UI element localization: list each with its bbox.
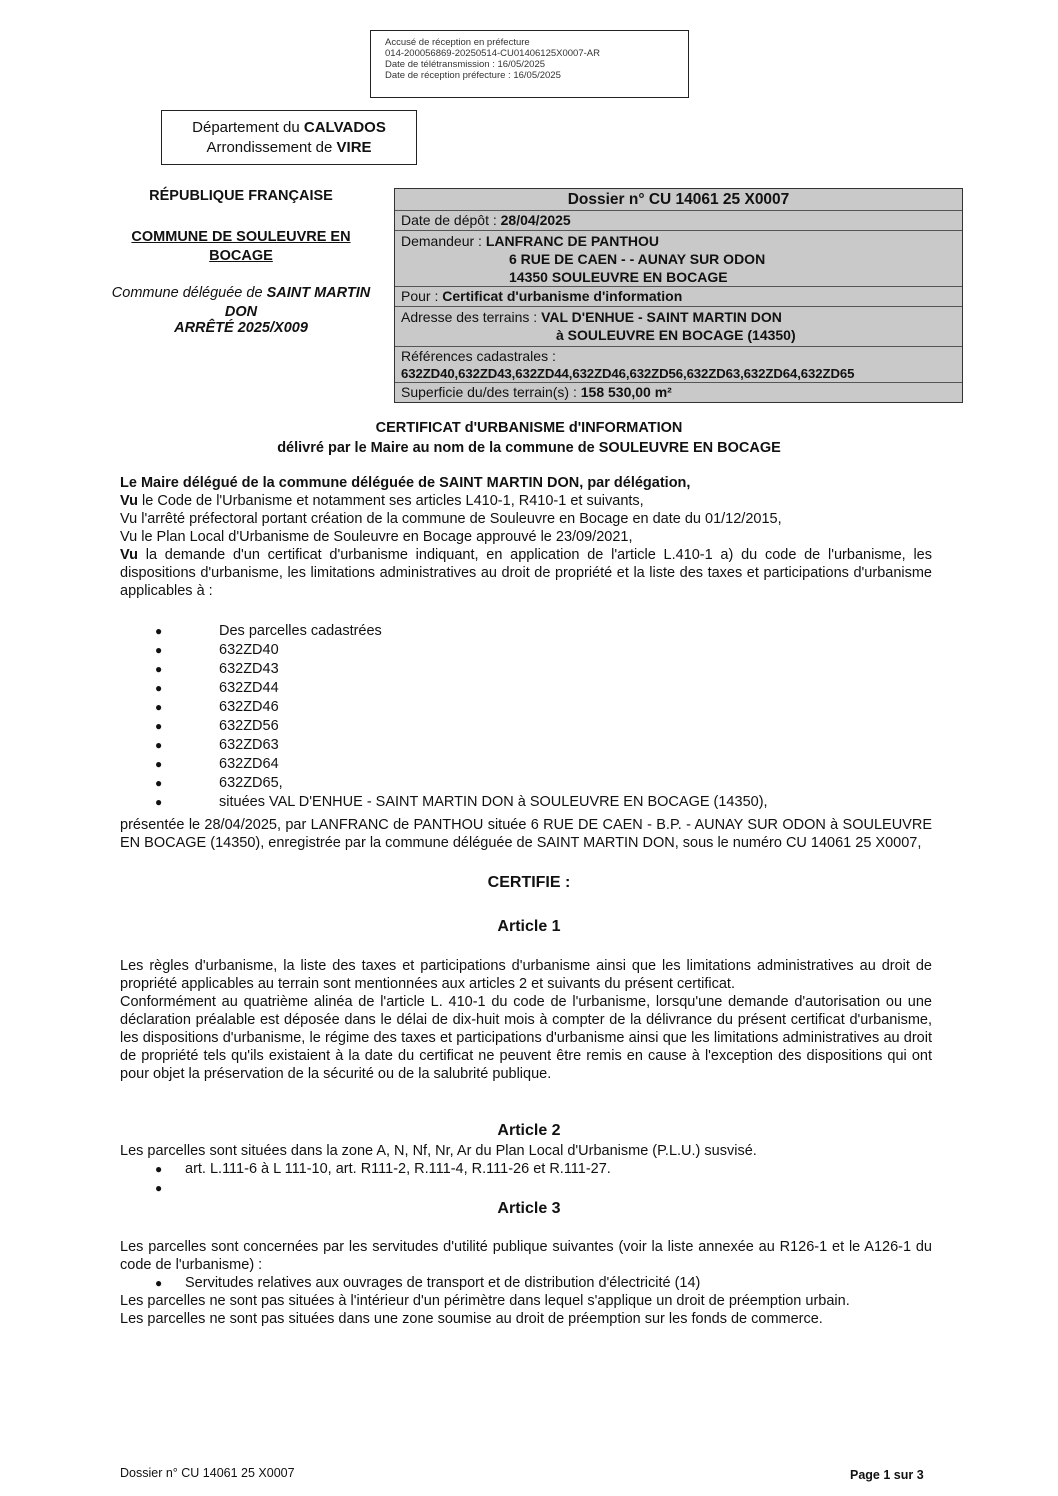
list-item-text: 632ZD46 bbox=[219, 699, 279, 715]
article-2-list bbox=[155, 1160, 611, 1198]
list-item: ● 632ZD64 bbox=[155, 756, 279, 772]
list-item-text: 632ZD63 bbox=[219, 737, 279, 753]
certifie-heading: CERTIFIE : bbox=[487, 874, 571, 891]
list-item: ● 632ZD44 bbox=[155, 680, 279, 696]
list-item: ● situées VAL D'ENHUE - SAINT MARTIN DON à SOULEUVRE EN BOCAGE (14350), bbox=[155, 794, 768, 810]
vu-line: Vu l'arrêté préfectoral portant création de la commune de Souleuvre en Bocage en date du 01/12/2015, bbox=[120, 511, 782, 527]
pour-label: Pour : bbox=[401, 288, 439, 304]
article-paragraph: Les parcelles ne sont pas situées à l'intérieur d'un périmètre dans lequel s'applique un droit de préemption urbain. bbox=[120, 1293, 850, 1309]
adresse-row bbox=[395, 307, 962, 347]
refs-value: 632ZD40,632ZD43,632ZD44,632ZD46,632ZD56,632ZD63,632ZD64,632ZD65 bbox=[401, 366, 855, 381]
list-item-text: Des parcelles cadastrées bbox=[219, 623, 382, 639]
list-item: ● Servitudes relatives aux ouvrages de transport et de distribution d'électricité (14) bbox=[155, 1275, 701, 1291]
stamp-line: Date de réception préfecture : 16/05/2025 bbox=[385, 70, 561, 81]
list-item-text: 632ZD56 bbox=[219, 718, 279, 734]
stamp-line: Date de télétransmission : 16/05/2025 bbox=[385, 59, 546, 70]
list-item-text: 632ZD43 bbox=[219, 661, 279, 677]
article-3-body bbox=[120, 1238, 932, 1328]
demandeur-label: Demandeur : bbox=[401, 233, 482, 249]
deleg-name: DON bbox=[224, 304, 258, 320]
list-item: ● 632ZD65, bbox=[155, 775, 283, 791]
dept-name: CALVADOS bbox=[303, 119, 386, 136]
demandeur-city: 14350 SOULEUVRE EN BOCAGE bbox=[509, 269, 728, 285]
demandeur-name: LANFRANC DE PANTHOU bbox=[485, 233, 660, 249]
arrete-number: ARRÊTÉ 2025/X009 bbox=[174, 320, 308, 336]
department-box bbox=[161, 110, 417, 165]
article-2-text: Les parcelles sont situées dans la zone A, N, Nf, Nr, Ar du Plan Local d'Urbanisme (P.L.U.) susvisé. bbox=[120, 1143, 757, 1159]
list-item: ● 632ZD63 bbox=[155, 737, 279, 753]
list-item: ● bbox=[155, 1181, 163, 1195]
article-paragraph: Les parcelles sont concernées par les servitudes d'utilité publique suivantes (voir la liste annexée au R126-1 et le A126-1 du code de l'urbanisme) : bbox=[120, 1239, 932, 1273]
list-item-text: art. L.111-6 à L 111-10, art. R111-2, R.111-4, R.111-26 et R.111-27. bbox=[185, 1161, 611, 1177]
dossier-title: Dossier n° CU 14061 25 X0007 bbox=[395, 189, 962, 211]
article-paragraph: Conformément au quatrième alinéa de l'article L. 410-1 du code de l'urbanisme, lorsqu'une demande d'autorisation ou une déclaration préalable est déposée dans le délai de dix-huit mois à compter de la délivrance du présent certificat d'urbanisme, les dispositions d'urbanisme, le régime des taxes et participations d'urbanisme ainsi que les limitations administratives au droit de propriété tels qu'ils existaient à la date du certificat ne peuvent être remis en cause à l'exception des dispositions qui ont pour objet la préservation de la sécurité ou de la salubrité publique. bbox=[120, 994, 932, 1082]
commune-line: BOCAGE bbox=[209, 248, 273, 264]
adresse-line: VAL D'ENHUE - SAINT MARTIN DON bbox=[541, 309, 782, 325]
article-paragraph: Les règles d'urbanisme, la liste des taxes et participations d'urbanisme ainsi que les limitations administratives au droit de propriété applicables au terrain sont mentionnées aux articles 2 et suivants du présent certificat. bbox=[120, 958, 932, 992]
adresse-label: Adresse des terrains : bbox=[401, 309, 538, 325]
stamp-line: 014-200056869-20250514-CU01406125X0007-AR bbox=[385, 48, 600, 59]
demandeur-address: 6 RUE DE CAEN - - AUNAY SUR ODON bbox=[509, 251, 766, 267]
page-number: Page 1 sur 3 bbox=[850, 1468, 924, 1482]
article-2-heading: Article 2 bbox=[497, 1122, 561, 1139]
vu-line bbox=[120, 546, 932, 600]
republique-label: RÉPUBLIQUE FRANÇAISE bbox=[149, 188, 333, 204]
dossier-box bbox=[394, 188, 963, 403]
title-line: délivré par le Maire au nom de la commune de SOULEUVRE EN BOCAGE bbox=[277, 440, 781, 456]
list-item: ● 632ZD40 bbox=[155, 642, 279, 658]
commune-deleguee bbox=[96, 284, 386, 322]
list-item-text: 632ZD64 bbox=[219, 756, 279, 772]
list-item-text: Servitudes relatives aux ouvrages de transport et de distribution d'électricité (14) bbox=[185, 1275, 701, 1291]
preamble bbox=[120, 474, 932, 600]
deleg-name: SAINT MARTIN bbox=[266, 285, 371, 301]
list-item-text: 632ZD44 bbox=[219, 680, 279, 696]
parcel-list bbox=[155, 622, 768, 812]
reception-stamp bbox=[370, 30, 689, 98]
commune-name bbox=[96, 228, 386, 266]
stamp-line: Accusé de réception en préfecture bbox=[385, 37, 530, 48]
title-line: CERTIFICAT d'URBANISME d'INFORMATION bbox=[375, 420, 683, 436]
list-item: ● art. L.111-6 à L 111-10, art. R111-2, R.111-4, R.111-26 et R.111-27. bbox=[155, 1161, 611, 1177]
article-1-body bbox=[120, 957, 932, 1083]
presented-paragraph: présentée le 28/04/2025, par LANFRANC de PANTHOU située 6 RUE DE CAEN - B.P. - AUNAY SUR ODON à SOULEUVRE EN BOCAGE (14350), enregistrée par la commune déléguée de SAINT MARTIN DON, sous le numéro CU 14061 25 X0007, bbox=[120, 817, 932, 851]
superficie-row bbox=[395, 383, 962, 401]
list-item: ● 632ZD46 bbox=[155, 699, 279, 715]
demandeur-row bbox=[395, 231, 962, 287]
pour-value: Certificat d'urbanisme d'information bbox=[442, 288, 683, 304]
commune-line: COMMUNE DE SOULEUVRE EN bbox=[131, 229, 351, 245]
superficie-label: Superficie du/des terrain(s) : bbox=[401, 384, 577, 400]
vu-keyword: Vu bbox=[120, 493, 138, 509]
vu-text: le Code de l'Urbanisme et notamment ses articles L410-1, R410-1 et suivants, bbox=[138, 493, 644, 509]
list-item: ● 632ZD56 bbox=[155, 718, 279, 734]
vu-text: la demande d'un certificat d'urbanisme indiquant, en application de l'article L.410-1 a) du code de l'urbanisme, les dispositions d'urbanisme, les limitations administratives au droit de propriété et la liste des taxes et participations d'urbanisme applicables à : bbox=[120, 547, 932, 599]
date-value: 28/04/2025 bbox=[500, 212, 571, 228]
date-label: Date de dépôt : bbox=[401, 212, 497, 228]
date-depot-row bbox=[395, 211, 962, 231]
vu-line bbox=[120, 492, 932, 510]
arr-name: VIRE bbox=[336, 139, 372, 156]
article-3-heading: Article 3 bbox=[497, 1200, 561, 1217]
superficie-value: 158 530,00 m² bbox=[580, 384, 672, 400]
vu-keyword: Vu bbox=[120, 547, 138, 563]
refs-label: Références cadastrales : bbox=[401, 348, 556, 364]
maire-line: Le Maire délégué de la commune déléguée de SAINT MARTIN DON, par délégation, bbox=[120, 475, 691, 491]
pour-row bbox=[395, 287, 962, 307]
vu-line: Vu le Plan Local d'Urbanisme de Souleuvre en Bocage approuvé le 23/09/2021, bbox=[120, 529, 633, 545]
list-item-text: 632ZD65, bbox=[219, 775, 283, 791]
arr-prefix: Arrondissement de bbox=[206, 139, 333, 156]
list-item: ● 632ZD43 bbox=[155, 661, 279, 677]
footer-dossier: Dossier n° CU 14061 25 X0007 bbox=[120, 1466, 295, 1480]
article-paragraph: Les parcelles ne sont pas situées dans une zone soumise au droit de préemption sur les fonds de commerce. bbox=[120, 1311, 823, 1327]
list-item-text: situées VAL D'ENHUE - SAINT MARTIN DON à SOULEUVRE EN BOCAGE (14350), bbox=[219, 794, 768, 810]
document-title bbox=[0, 418, 1058, 458]
list-item-text: 632ZD40 bbox=[219, 642, 279, 658]
adresse-line: à SOULEUVRE EN BOCAGE (14350) bbox=[556, 327, 796, 343]
article-1-heading: Article 1 bbox=[497, 918, 561, 935]
deleg-prefix: Commune déléguée de bbox=[111, 285, 263, 301]
list-item: ● Des parcelles cadastrées bbox=[155, 623, 382, 639]
references-row bbox=[395, 347, 962, 383]
dept-prefix: Département du bbox=[192, 119, 300, 136]
